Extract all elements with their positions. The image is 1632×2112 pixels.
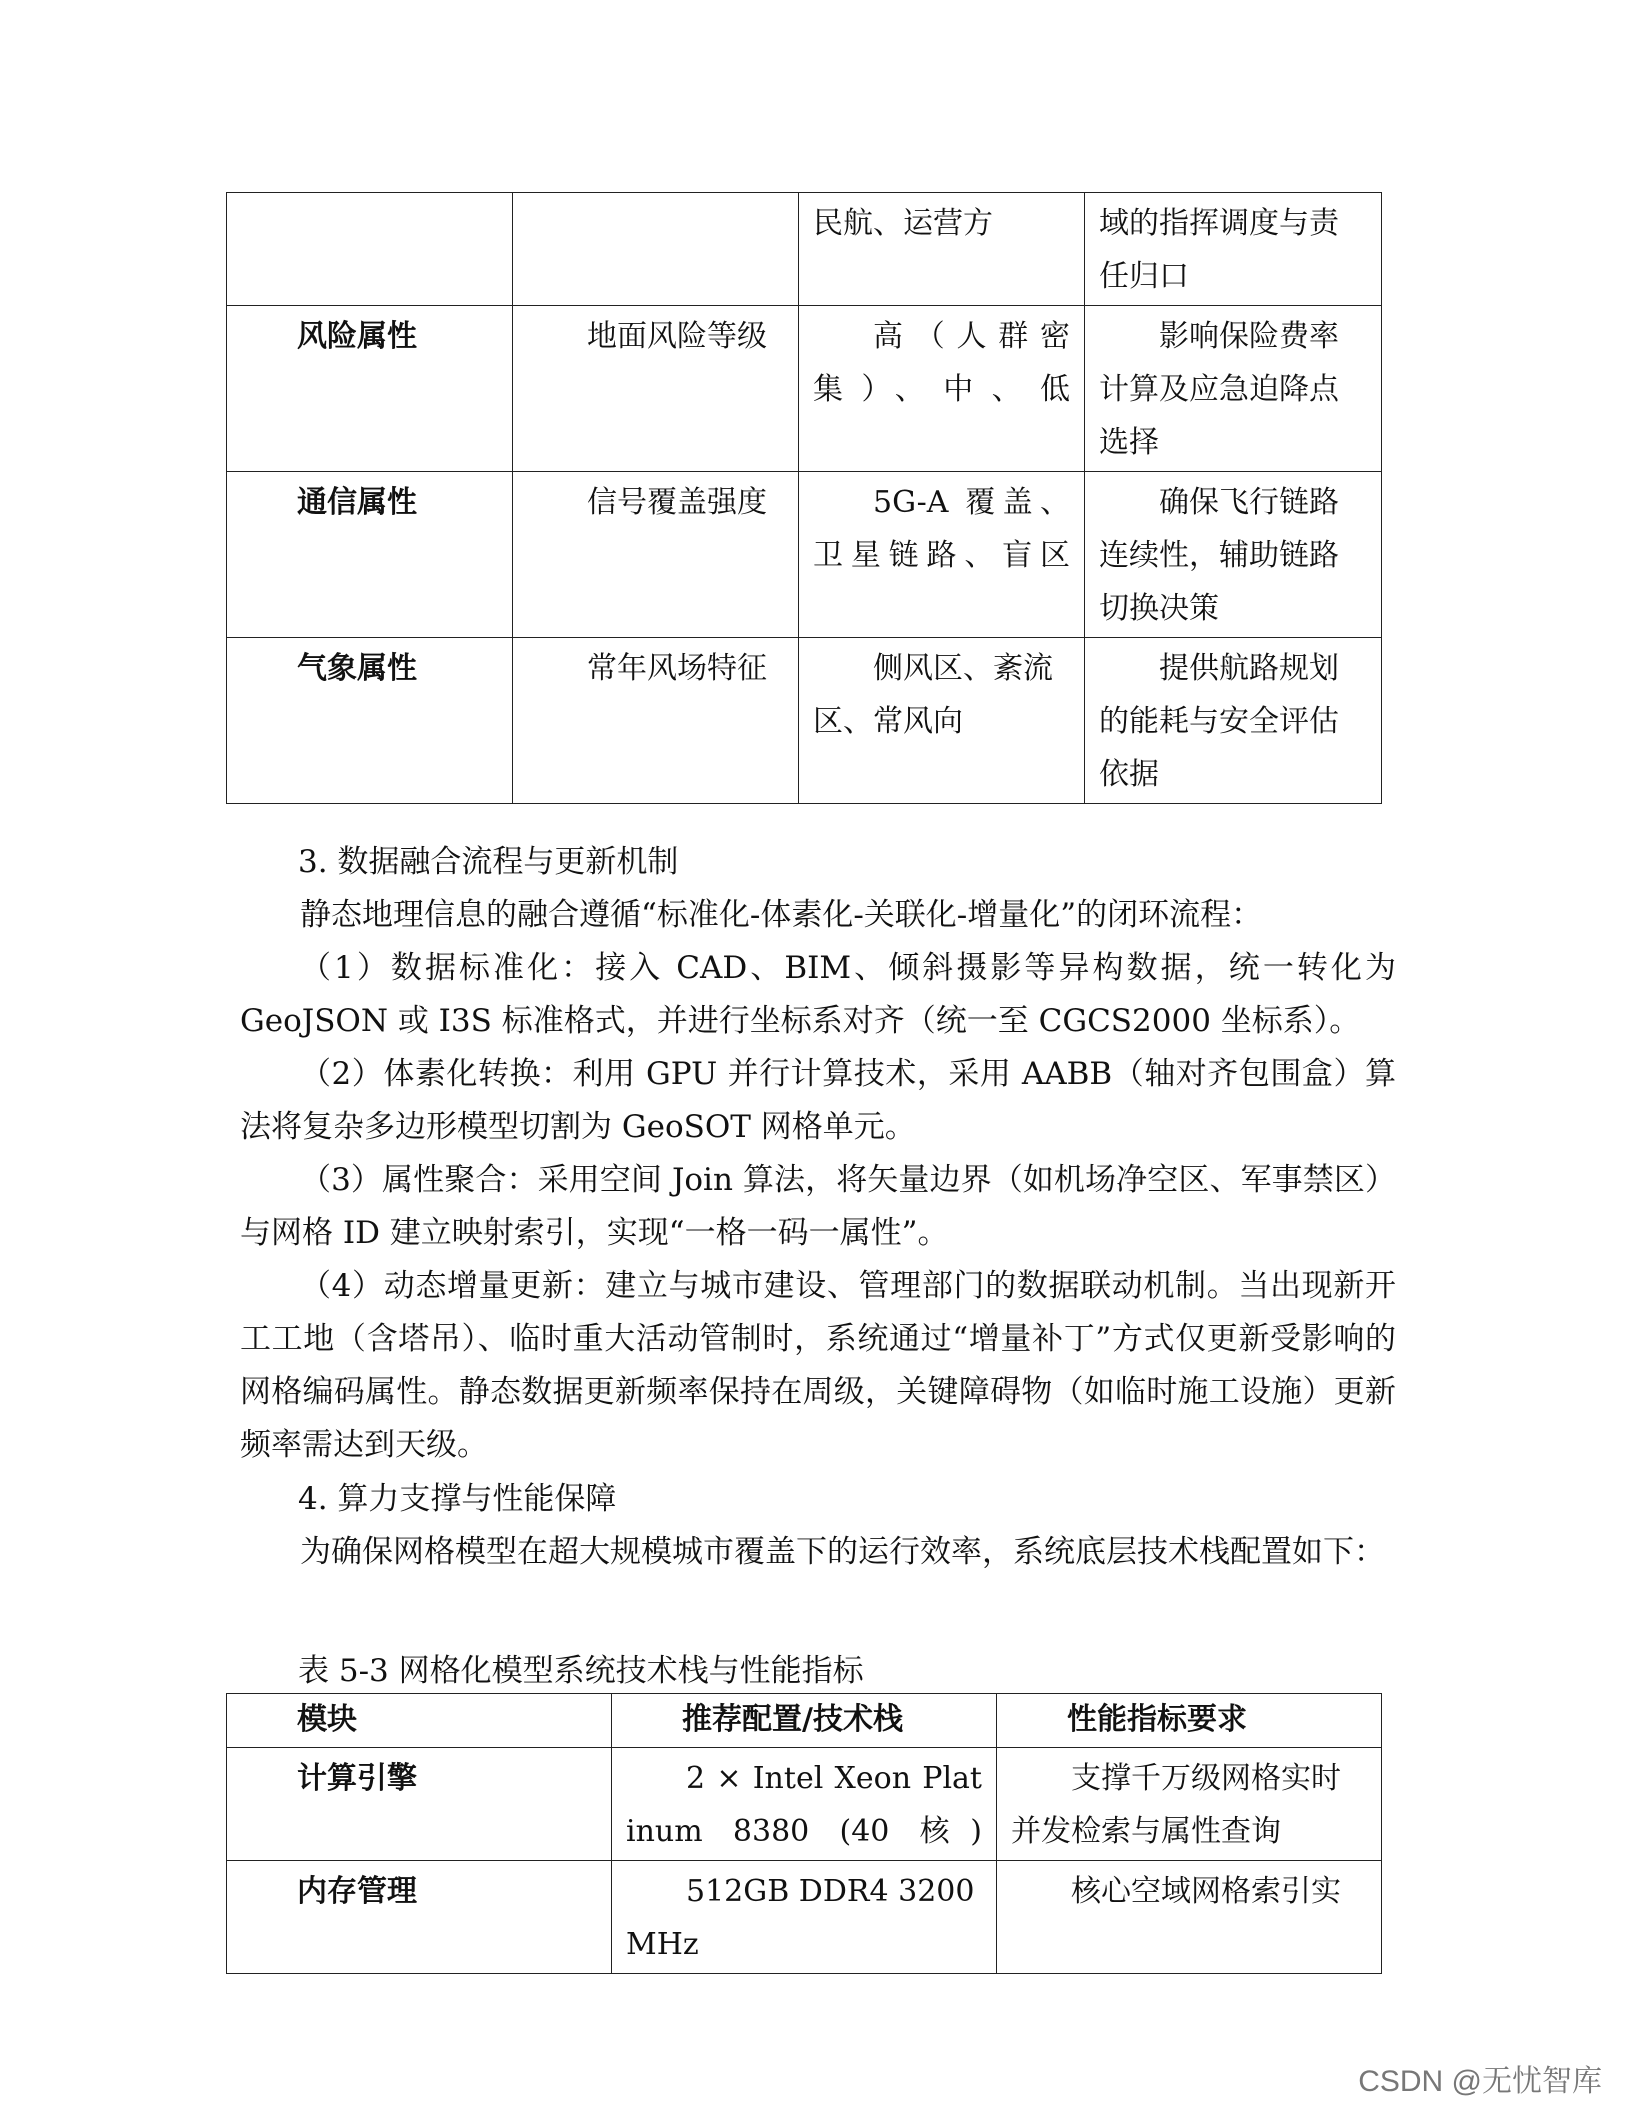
table-row bbox=[227, 472, 1382, 638]
table-cell: 512GB DDR4 3200MHz bbox=[612, 1861, 997, 1974]
table-cell bbox=[513, 193, 799, 306]
table-cell: 民航、运营方 bbox=[799, 193, 1085, 306]
paragraph: 为确保网格模型在超大规模城市覆盖下的运行效率，系统底层技术栈配置如下： bbox=[300, 1534, 1385, 1570]
table-cell: 影响保险费率计算及应急迫降点选择 bbox=[1085, 306, 1382, 472]
table-row bbox=[227, 638, 1382, 804]
column-header: 推荐配置/技术栈 bbox=[612, 1694, 997, 1748]
table-cell: 5G-A 覆盖、卫星链路、盲区 bbox=[799, 472, 1085, 638]
section-heading: 4. 算力支撑与性能保障 bbox=[298, 1481, 617, 1517]
table-row bbox=[227, 306, 1382, 472]
table-header-row bbox=[227, 1694, 1382, 1748]
table-cell bbox=[227, 193, 513, 306]
table-cell: 侧风区、紊流区、常风向 bbox=[799, 638, 1085, 804]
table-row-header: 内存管理 bbox=[227, 1861, 612, 1974]
table-cell: 提供航路规划的能耗与安全评估依据 bbox=[1085, 638, 1382, 804]
section-heading: 3. 数据融合流程与更新机制 bbox=[298, 844, 679, 880]
list-item: （1）数据标准化：接入 CAD、BIM、倾斜摄影等异构数据，统一转化为 GeoJSON 或 I3S 标准格式，并进行坐标系对齐（统一至 CGCS2000 坐标系）。 bbox=[240, 950, 1396, 1039]
table-cell: 确保飞行链路连续性，辅助链路切换决策 bbox=[1085, 472, 1382, 638]
table-row bbox=[227, 1748, 1382, 1861]
watermark: CSDN @无忧智库 bbox=[1358, 2065, 1602, 2098]
table-row-header: 计算引擎 bbox=[227, 1748, 612, 1861]
list-item: （3）属性聚合：采用空间 Join 算法，将矢量边界（如机场净空区、军事禁区）与网格 ID 建立映射索引，实现“一格一码一属性”。 bbox=[240, 1162, 1396, 1251]
tech-stack-table bbox=[226, 1693, 1382, 1974]
table-row-header: 通信属性 bbox=[227, 472, 513, 638]
table-cell: 地面风险等级 bbox=[513, 306, 799, 472]
table-cell: 2 × Intel Xeon Platinum 8380 (40 核) bbox=[612, 1748, 997, 1861]
column-header: 性能指标要求 bbox=[997, 1694, 1382, 1748]
table-cell: 核心空域网格索引实 bbox=[997, 1861, 1382, 1974]
table-row bbox=[227, 1861, 1382, 1974]
table-row-header: 气象属性 bbox=[227, 638, 513, 804]
column-header: 模块 bbox=[227, 1694, 612, 1748]
table-cell: 高（人群密集）、中、低 bbox=[799, 306, 1085, 472]
table-cell: 域的指挥调度与责任归口 bbox=[1085, 193, 1382, 306]
table-caption: 表 5-3 网格化模型系统技术栈与性能指标 bbox=[298, 1653, 864, 1689]
table-cell: 常年风场特征 bbox=[513, 638, 799, 804]
table-cell: 支撑千万级网格实时并发检索与属性查询 bbox=[997, 1748, 1382, 1861]
table-row-header: 风险属性 bbox=[227, 306, 513, 472]
table-cell: 信号覆盖强度 bbox=[513, 472, 799, 638]
attribute-table bbox=[226, 192, 1382, 804]
list-item: （4）动态增量更新：建立与城市建设、管理部门的数据联动机制。当出现新开工工地（含塔吊）、临时重大活动管制时，系统通过“增量补丁”方式仅更新受影响的网格编码属性。静态数据更新频率保持在周级，关键障碍物（如临时施工设施）更新频率需达到天级。 bbox=[240, 1268, 1396, 1463]
table-row bbox=[227, 193, 1382, 306]
list-item: （2）体素化转换：利用 GPU 并行计算技术，采用 AABB（轴对齐包围盒）算法将复杂多边形模型切割为 GeoSOT 网格单元。 bbox=[240, 1056, 1396, 1145]
paragraph: 静态地理信息的融合遵循“标准化-体素化-关联化-增量化”的闭环流程： bbox=[300, 897, 1263, 933]
